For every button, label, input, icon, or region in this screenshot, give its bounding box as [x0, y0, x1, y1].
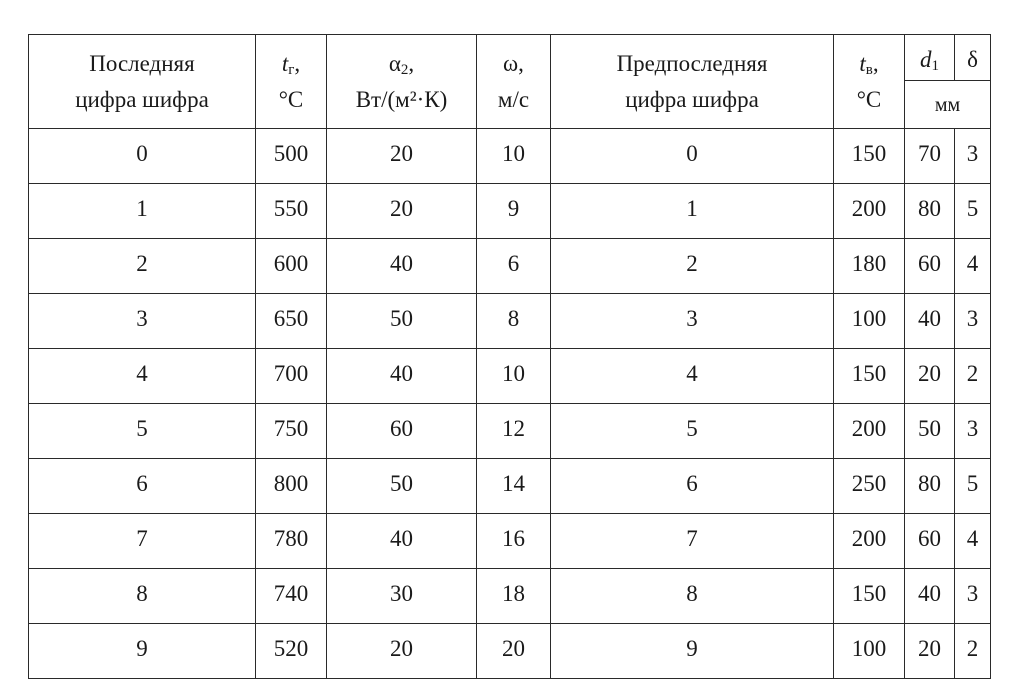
- cell-velocity: 16: [477, 514, 551, 569]
- table-row: [29, 239, 991, 294]
- cell-diameter: 50: [905, 404, 955, 459]
- table-row: [29, 514, 991, 569]
- header-last-digit: [29, 35, 256, 129]
- cell-prelast-digit: 9: [551, 624, 834, 679]
- cell-prelast-digit: 0: [551, 129, 834, 184]
- header-thickness: δ: [955, 35, 991, 81]
- cell-air-temperature: 250: [834, 459, 905, 514]
- cell-last-digit: 5: [29, 404, 256, 459]
- tg-variable: t: [281, 50, 289, 76]
- cell-air-temperature: 200: [834, 404, 905, 459]
- tv-subscript: в: [865, 61, 873, 78]
- header-velocity: [477, 35, 551, 129]
- cell-prelast-digit: 3: [551, 294, 834, 349]
- table-body: [29, 129, 991, 679]
- cell-gas-temperature: 520: [256, 624, 327, 679]
- tg-subscript: г: [288, 61, 295, 78]
- header-diameter: [905, 35, 955, 81]
- cell-air-temperature: 200: [834, 184, 905, 239]
- cell-prelast-digit: 4: [551, 349, 834, 404]
- cell-thickness: 5: [955, 459, 991, 514]
- header-omega-symbol: ω,: [503, 50, 524, 76]
- cell-gas-temperature: 600: [256, 239, 327, 294]
- cell-alpha: 20: [327, 624, 477, 679]
- cell-gas-temperature: 700: [256, 349, 327, 404]
- cell-last-digit: 4: [29, 349, 256, 404]
- header-air-temperature: [834, 35, 905, 129]
- header-omega-unit: м/с: [497, 86, 530, 112]
- table-row: [29, 129, 991, 184]
- table-row: [29, 184, 991, 239]
- cell-gas-temperature: 750: [256, 404, 327, 459]
- header-last-digit-line1: Последняя: [89, 50, 195, 76]
- header-last-digit-line2: цифра шифра: [75, 86, 209, 112]
- cell-gas-temperature: 800: [256, 459, 327, 514]
- cell-gas-temperature: 550: [256, 184, 327, 239]
- cell-diameter: 40: [905, 294, 955, 349]
- alpha-variable: α: [388, 50, 401, 76]
- header-prelast-digit-line1: Предпоследняя: [616, 50, 768, 76]
- cell-velocity: 14: [477, 459, 551, 514]
- cell-thickness: 4: [955, 239, 991, 294]
- table-row: [29, 349, 991, 404]
- cell-last-digit: 2: [29, 239, 256, 294]
- table-header: [29, 35, 991, 129]
- header-heat-transfer-coefficient: [327, 35, 477, 129]
- cell-last-digit: 1: [29, 184, 256, 239]
- cell-last-digit: 3: [29, 294, 256, 349]
- cell-velocity: 10: [477, 129, 551, 184]
- cell-diameter: 80: [905, 184, 955, 239]
- cell-air-temperature: 150: [834, 569, 905, 624]
- cell-diameter: 20: [905, 349, 955, 404]
- header-gas-temperature: [256, 35, 327, 129]
- cell-air-temperature: 180: [834, 239, 905, 294]
- cell-prelast-digit: 1: [551, 184, 834, 239]
- header-alpha-unit: Вт/(м²·К): [355, 86, 448, 112]
- alpha-subscript: 2: [400, 61, 409, 78]
- cell-air-temperature: 100: [834, 294, 905, 349]
- cell-gas-temperature: 740: [256, 569, 327, 624]
- cell-air-temperature: 150: [834, 349, 905, 404]
- cell-last-digit: 7: [29, 514, 256, 569]
- table-row: [29, 624, 991, 679]
- header-mm-unit: мм: [905, 81, 991, 129]
- cell-diameter: 70: [905, 129, 955, 184]
- cell-air-temperature: 200: [834, 514, 905, 569]
- cell-alpha: 40: [327, 349, 477, 404]
- variant-data-table: [28, 34, 991, 679]
- alpha-comma: ,: [408, 50, 415, 76]
- cell-velocity: 10: [477, 349, 551, 404]
- cell-gas-temperature: 500: [256, 129, 327, 184]
- table-row: [29, 404, 991, 459]
- cell-velocity: 9: [477, 184, 551, 239]
- cell-thickness: 2: [955, 624, 991, 679]
- cell-gas-temperature: 780: [256, 514, 327, 569]
- cell-gas-temperature: 650: [256, 294, 327, 349]
- cell-prelast-digit: 6: [551, 459, 834, 514]
- cell-alpha: 40: [327, 514, 477, 569]
- cell-thickness: 4: [955, 514, 991, 569]
- cell-last-digit: 9: [29, 624, 256, 679]
- cell-last-digit: 8: [29, 569, 256, 624]
- d-subscript: 1: [931, 58, 939, 74]
- header-gas-temperature-symbol: [256, 46, 326, 82]
- cell-prelast-digit: 8: [551, 569, 834, 624]
- cell-prelast-digit: 7: [551, 514, 834, 569]
- cell-alpha: 30: [327, 569, 477, 624]
- header-prelast-digit-line2: цифра шифра: [625, 86, 759, 112]
- cell-alpha: 20: [327, 129, 477, 184]
- table-row: [29, 569, 991, 624]
- cell-air-temperature: 150: [834, 129, 905, 184]
- cell-velocity: 20: [477, 624, 551, 679]
- cell-thickness: 2: [955, 349, 991, 404]
- cell-prelast-digit: 2: [551, 239, 834, 294]
- cell-diameter: 60: [905, 239, 955, 294]
- cell-velocity: 6: [477, 239, 551, 294]
- header-air-temperature-unit: °С: [856, 86, 882, 112]
- tv-variable: t: [859, 50, 866, 76]
- cell-thickness: 3: [955, 129, 991, 184]
- cell-last-digit: 0: [29, 129, 256, 184]
- cell-prelast-digit: 5: [551, 404, 834, 459]
- cell-thickness: 3: [955, 294, 991, 349]
- header-air-temperature-symbol: [834, 46, 904, 82]
- cell-diameter: 80: [905, 459, 955, 514]
- tg-comma: ,: [294, 50, 301, 76]
- header-prelast-digit: [551, 35, 834, 129]
- cell-air-temperature: 100: [834, 624, 905, 679]
- cell-thickness: 5: [955, 184, 991, 239]
- cell-alpha: 40: [327, 239, 477, 294]
- cell-alpha: 50: [327, 459, 477, 514]
- header-alpha-symbol: [327, 46, 476, 82]
- cell-diameter: 20: [905, 624, 955, 679]
- table-row: [29, 459, 991, 514]
- cell-alpha: 60: [327, 404, 477, 459]
- cell-diameter: 60: [905, 514, 955, 569]
- table-row: [29, 294, 991, 349]
- cell-thickness: 3: [955, 404, 991, 459]
- cell-velocity: 12: [477, 404, 551, 459]
- tv-comma: ,: [872, 50, 879, 76]
- cell-velocity: 18: [477, 569, 551, 624]
- d-variable: d: [920, 47, 932, 72]
- header-gas-temperature-unit: °С: [278, 86, 304, 112]
- cell-alpha: 20: [327, 184, 477, 239]
- cell-alpha: 50: [327, 294, 477, 349]
- cell-thickness: 3: [955, 569, 991, 624]
- cell-velocity: 8: [477, 294, 551, 349]
- cell-last-digit: 6: [29, 459, 256, 514]
- cell-diameter: 40: [905, 569, 955, 624]
